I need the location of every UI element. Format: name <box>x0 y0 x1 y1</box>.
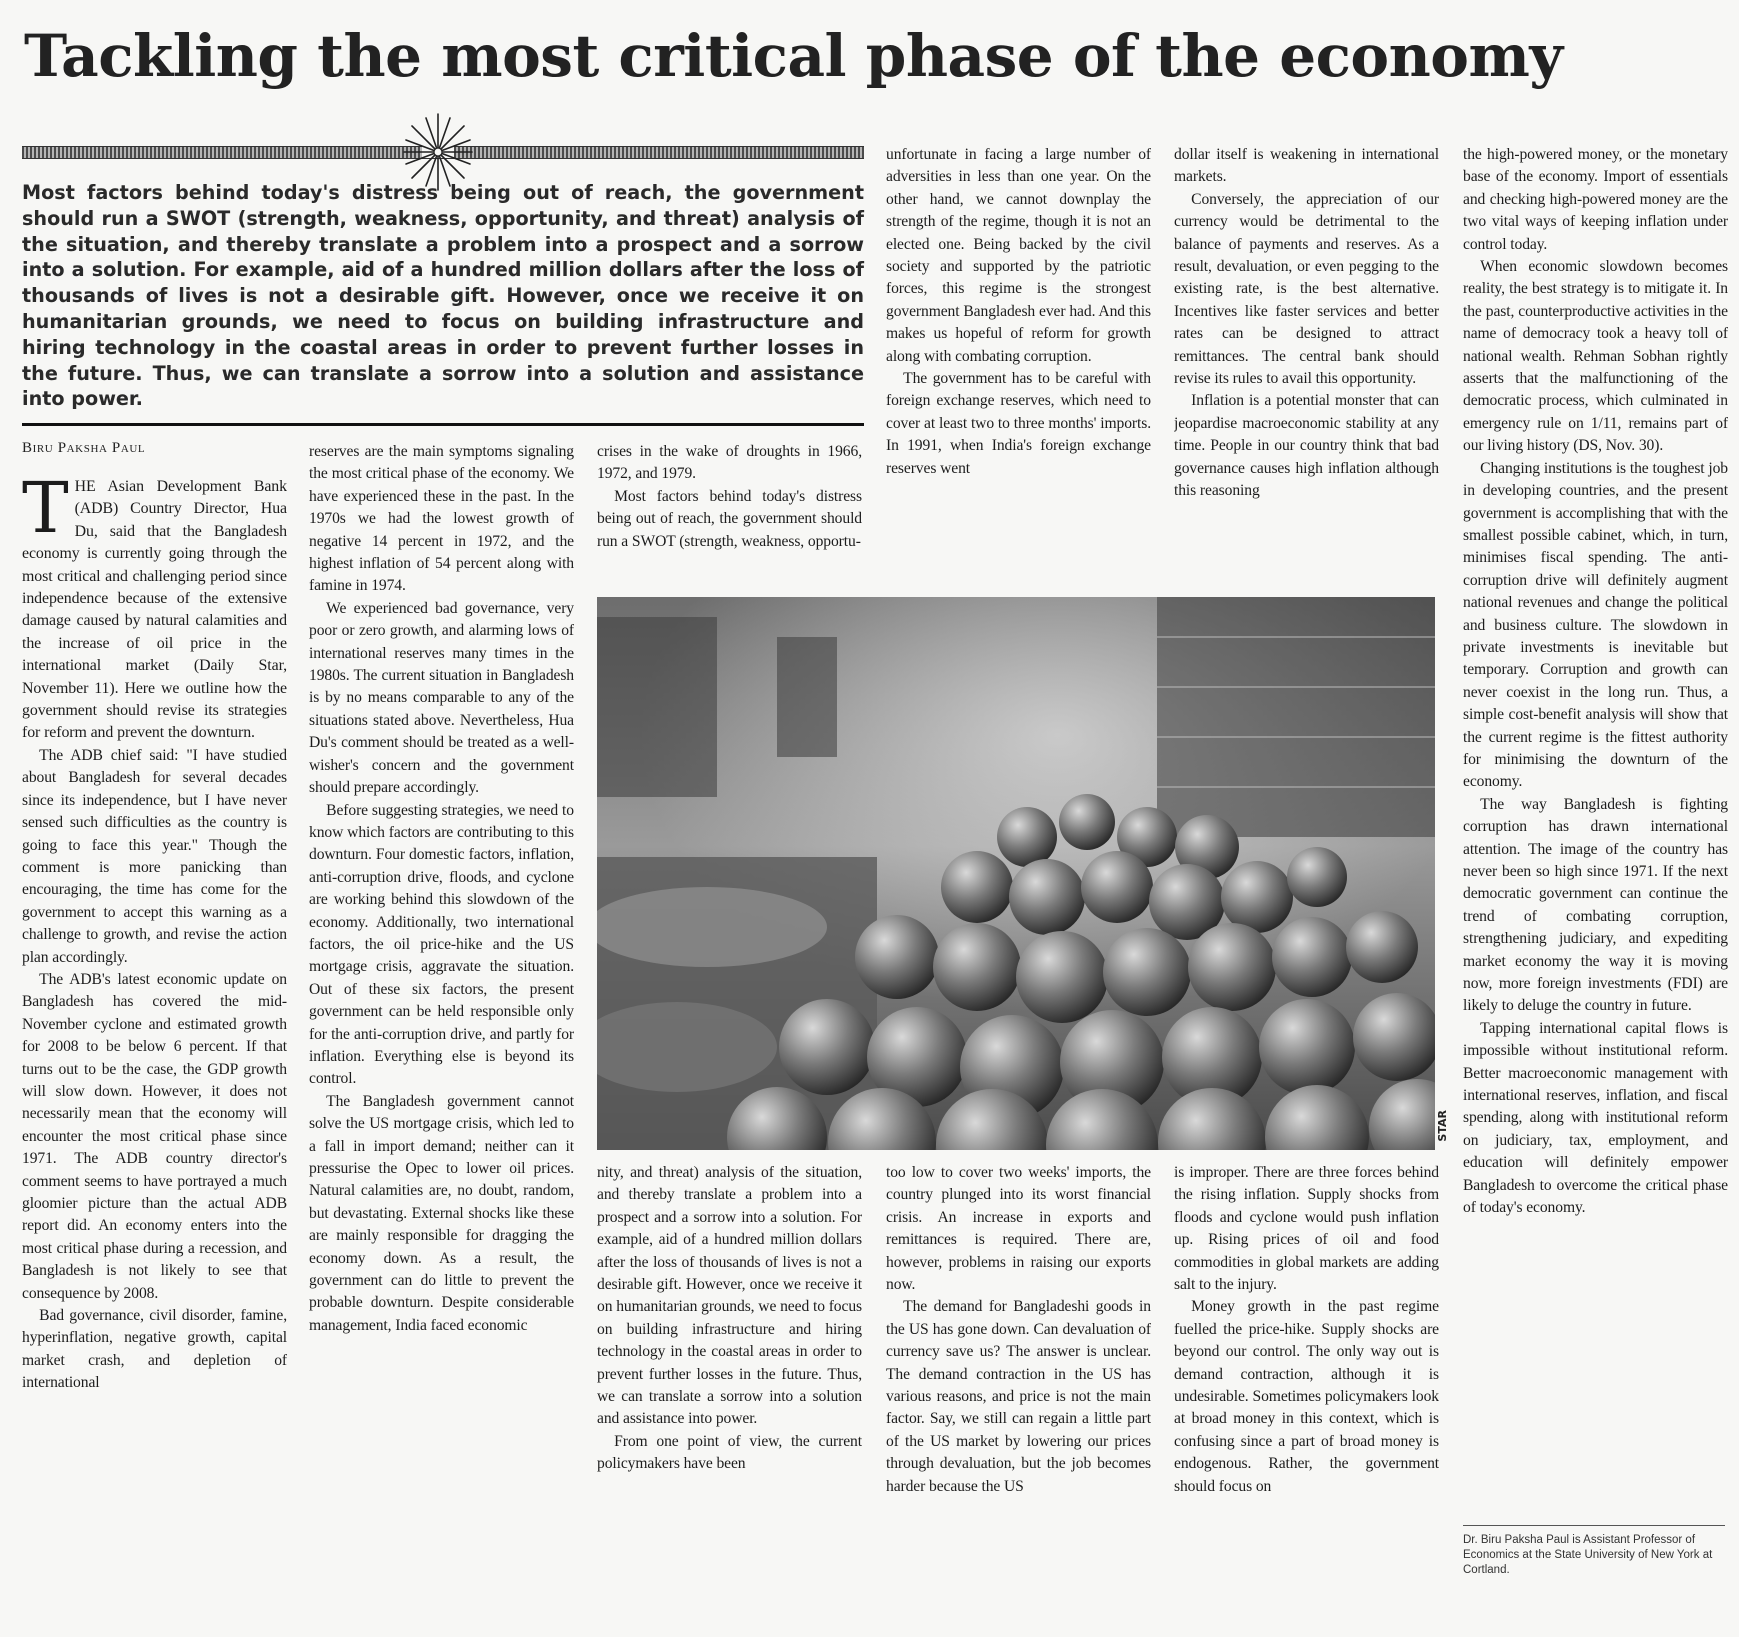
article-paragraph: The government has to be careful with foreign exchange reserves, which need to cover at least two to three months' imports. In 1991, when India's foreign exchange reserves went <box>886 370 1151 477</box>
article-paragraph: The Bangladesh government cannot solve the US mortgage crisis, which led to a fall in import demand; neither can it pressurise the Opec to lower oil prices. Natural calamities are, no doubt, random, but devastating. External shocks like these are mainly responsible for dragging the economy down. As a result, the government can do little to prevent the probable downturn. Despite considerable management, India faced economic <box>309 1092 574 1334</box>
article-paragraph: nity, and threat) analysis of the situation, and thereby translate a problem into a prospect and a sorrow into a solution. For example, aid of a hundred million dollars after the loss of thousands of lives is not a desirable gift. However, once we receive it on humanitarian grounds, we need to focus on building infrastructure and hiring technology in the coastal areas in order to prevent further losses in the future. Thus, we can translate a sorrow into a solution and assistance into power. <box>597 1164 862 1428</box>
market-photo-image <box>597 597 1435 1150</box>
article-paragraph: Inflation is a potential monster that can jeopardise macroeconomic stability at any time. People in our country think that bad governance causes high inflation although this reasoning <box>1174 392 1439 500</box>
paragraph-text: HE Asian Development Bank (ADB) Country Director, Hua Du, said that the Bangladesh economy is currently going through the most critical and challenging period since independence because of the extensive damage caused by natural calamities and the increase of oil price in the international market (Daily Star, November 11). Here we outline how the government should revise its strategies for reform and prevent the downturn. <box>22 478 287 742</box>
article-column-3-top <box>597 441 862 571</box>
article-column-2 <box>309 441 574 1600</box>
article-column-4-bottom <box>886 1162 1151 1600</box>
headline: Tackling the most critical phase of the economy <box>24 22 1563 90</box>
drop-cap: T <box>22 476 69 549</box>
article-column-1 <box>22 476 287 1600</box>
article-paragraph: Most factors behind today's distress being out of reach, the government should run a SWOT (strength, weakness, opportu- <box>597 487 862 550</box>
article-paragraph: Conversely, the appreciation of our currency would be detrimental to the balance of payments and reserves. As a result, devaluation, or even pegging to the existing rate, is the best alternative. Incentives like faster services and better rates can be designed to attract remittances. The central bank should revise its rules to avail this opportunity. <box>1174 190 1439 388</box>
article-paragraph: The ADB chief said: "I have studied about Bangladesh for several decades since its independence, but I have never sensed such difficulties as the country is going to face this year." Though the comment is more panicking than encouraging, the time has come for the government to accept this warning as a challenge to growth, and revise the action plan accordingly. <box>22 746 287 966</box>
article-paragraph: Money growth in the past regime fuelled the price-hike. Supply shocks are beyond our control. The only way out is demand contraction, although it is undesirable. Sometimes policymakers look at broad money in this context, which is confusing since a part of broad money is endogenous. Rather, the government should focus on <box>1174 1298 1439 1495</box>
article-paragraph: dollar itself is weakening in international markets. <box>1174 146 1439 186</box>
author-note: Dr. Biru Paksha Paul is Assistant Professor of Economics at the State University of New York at Cortland. <box>1463 1534 1713 1576</box>
divider-rule <box>22 423 864 426</box>
article-paragraph <box>22 476 287 745</box>
article-column-4-top <box>886 144 1151 582</box>
article-paragraph: too low to cover two weeks' imports, the country plunged into its worst financial crisis. An increase in exports and remittances is required. There are, however, problems in raising our exports now. <box>886 1164 1151 1294</box>
article-paragraph: reserves are the main symptoms signaling the most critical phase of the economy. We have experienced these in the past. In the 1970s we had the lowest growth of negative 14 percent in 1972, and the highest inflation of 54 percent along with famine in 1974. <box>309 443 574 595</box>
market-photo <box>597 597 1435 1150</box>
article-paragraph: The ADB's latest economic update on Bangladesh has covered the mid-November cyclone and estimated growth for 2008 to be below 6 percent. If that turns out to be the case, the GDP growth will slow down. However, it does not necessarily mean that the economy will encounter the most critical phase since 1971. The ADB country director's comment seems to have portrayed a much gloomier picture than the actual ADB report did. An economy enters into the most critical phase during a recession, and Bangladesh is not likely to see that consequence by 2008. <box>22 970 287 1302</box>
article-paragraph: Tapping international capital flows is impossible without institutional reform. Better macroeconomic management with international reserves, inflation, and fiscal spending, along with institutional reform on judiciary, tax, employment, and education will definitely empower Bangladesh to overcome the critical phase of today's economy. <box>1463 1019 1728 1217</box>
article-paragraph: the high-powered money, or the monetary base of the economy. Import of essentials and checking high-powered money are the two vital ways of keeping inflation under control today. <box>1463 146 1728 253</box>
standfirst-blurb: Most factors behind today's distress being out of reach, the government should run a SWOT (strength, weakness, opportunity, and threat) analysis of the situation, and thereby translate a problem into a prospect and a sorrow into a solution. For example, aid of a hundred million dollars after the loss of thousands of lives is not a desirable gift. However, once we receive it on humanitarian grounds, we need to focus on building infrastructure and hiring technology in the coastal areas in order to prevent further losses in the future. Thus, we can translate a sorrow into a solution and assistance into power. <box>22 181 864 411</box>
article-column-6 <box>1463 144 1728 1520</box>
article-paragraph: The demand for Bangladeshi goods in the US has gone down. Can devaluation of currency save us? The answer is unclear. The demand contraction in the US has various reasons, and price is not the main factor. Say, we still can regain a little part of the US market by lowering our prices through devaluation, but the job becomes harder because the US <box>886 1298 1151 1495</box>
article-paragraph: Before suggesting strategies, we need to know which factors are contributing to this downturn. Four domestic factors, inflation, anti-corruption drive, floods, and cyclone are working behind this slowdown of the economy. Additionally, two international factors, the oil price-hike and the US mortgage crisis, aggravate the situation. Out of these six factors, the present government can be held responsible only for the anti-corruption drive, and partly for inflation. Everything else is beyond its control. <box>309 801 574 1088</box>
article-column-3-bottom <box>597 1162 862 1600</box>
article-paragraph: unfortunate in facing a large number of adversities in less than one year. On the other hand, we cannot downplay the strength of the regime, though it is not an elected one. Being backed by the civil society and supported by the patriotic forces, this regime is the strongest government Bangladesh ever had. And this makes us hopeful of reform for growth along with combating corruption. <box>886 146 1151 365</box>
article-paragraph: crises in the wake of droughts in 1966, 1972, and 1979. <box>597 443 862 483</box>
article-column-5-top <box>1174 144 1439 582</box>
article-paragraph: From one point of view, the current policymakers have been <box>597 1432 862 1473</box>
article-paragraph: Changing institutions is the toughest job in developing countries, and the present government is accomplishing that with the smallest possible cabinet, which, in turn, minimises fiscal spending. The anti-corruption drive will definitely augment national revenues and change the political and business culture. The slowdown in private investments is inevitable but temporary. Corruption and growth can never coexist in the long run. Thus, a simple cost-benefit analysis will show that the current regime is the fittest authority for minimising the downturn of the economy. <box>1463 459 1728 791</box>
article-paragraph: is improper. There are three forces behind the rising inflation. Supply shocks from floods and cyclone would push inflation up. Rising prices of oil and food commodities in global markets are adding salt to the injury. <box>1174 1164 1439 1294</box>
photo-credit: STAR <box>1436 1110 1449 1142</box>
divider-rule <box>1463 1525 1725 1526</box>
article-column-5-bottom <box>1174 1162 1439 1600</box>
author-byline: Biru Paksha Paul <box>22 440 146 456</box>
article-paragraph: When economic slowdown becomes reality, the best strategy is to mitigate it. In the past, counterproductive activities in the name of democracy took a heavy toll of national wealth. Rehman Sobhan rightly asserts that the malfunctioning of the democratic process, which culminated in emergency rule on 1/11, remains part of our living history (DS, Nov. 30). <box>1463 258 1728 455</box>
article-paragraph: The way Bangladesh is fighting corruption has drawn international attention. The image of the country has never been so high since 1971. If the next democratic government can continue the trend of combating corruption, strengthening judiciary, and expediting market economy the way it is moving now, more foreign investments (FDI) are likely to deluge the country in future. <box>1463 795 1728 1015</box>
article-paragraph: We experienced bad governance, very poor or zero growth, and alarming lows of international reserves many times in the 1980s. The current situation in Bangladesh is by no means comparable to any of the situations stated above. Nevertheless, Hua Du's comment should be treated as a well-wisher's concern and the government should prepare accordingly. <box>309 599 574 797</box>
article-paragraph: Bad governance, civil disorder, famine, hyperinflation, negative growth, capital market crash, and depletion of international <box>22 1307 287 1392</box>
